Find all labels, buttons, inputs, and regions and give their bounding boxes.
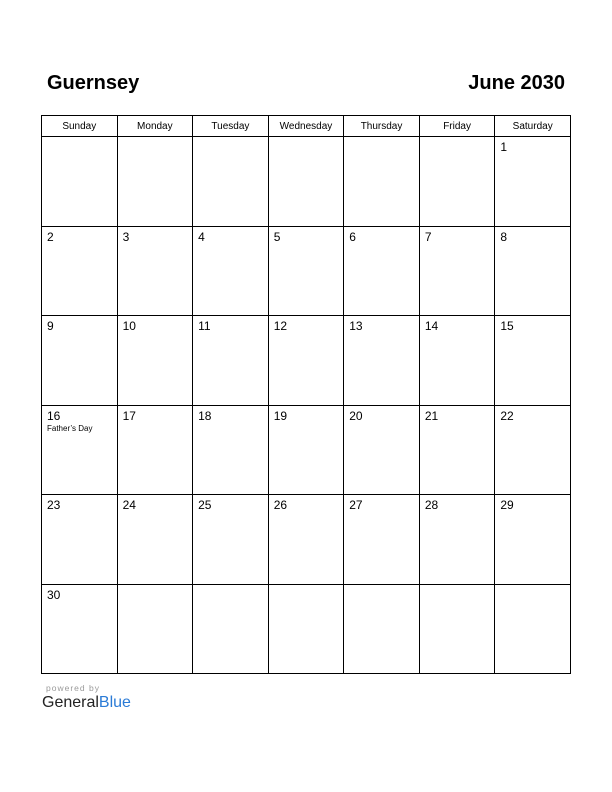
day-cell: [419, 226, 495, 316]
region-title: Guernsey: [47, 72, 140, 94]
week-row: [42, 316, 571, 406]
week-row: [42, 405, 571, 495]
day-cell: [268, 316, 344, 406]
day-cell: [42, 137, 118, 227]
day-number: 29: [500, 498, 514, 512]
week-row: [42, 137, 571, 227]
day-number: 23: [47, 498, 61, 512]
day-cell: [419, 316, 495, 406]
day-number: 6: [349, 229, 356, 244]
day-number: 15: [500, 319, 514, 333]
weekday-sunday: Sunday: [42, 116, 118, 137]
day-cell: [495, 495, 571, 585]
day-cell: [268, 584, 344, 674]
day-number: 11: [198, 319, 211, 333]
day-cell: [419, 137, 495, 227]
day-number: 13: [349, 319, 363, 333]
day-number: 19: [273, 408, 288, 423]
calendar-body: [42, 137, 571, 674]
day-cell: [42, 316, 118, 406]
day-number: 5: [273, 229, 281, 244]
day-cell: [268, 405, 344, 495]
day-number: 3: [122, 229, 130, 244]
day-cell: [495, 405, 571, 495]
day-number: 21: [424, 408, 439, 423]
weekday-wednesday: Wednesday: [268, 116, 344, 137]
day-cell: [193, 584, 269, 674]
day-number: 20: [349, 408, 363, 423]
day-number: 12: [273, 319, 288, 333]
day-cell: [117, 226, 193, 316]
day-number: 10: [122, 319, 136, 333]
weekday-saturday: Saturday: [495, 116, 571, 137]
day-cell: [193, 405, 269, 495]
day-cell: [42, 495, 118, 585]
day-number: 2: [47, 229, 54, 244]
day-cell: [344, 137, 420, 227]
day-cell: [193, 316, 269, 406]
day-cell: [42, 226, 118, 316]
day-cell: [344, 495, 420, 585]
day-cell: [117, 137, 193, 227]
day-cell: [344, 584, 420, 674]
day-number: 26: [273, 498, 288, 512]
day-cell: [268, 137, 344, 227]
day-number: 4: [198, 229, 205, 244]
day-cell: [42, 405, 118, 495]
day-cell: [117, 405, 193, 495]
day-cell: [268, 495, 344, 585]
day-cell: [193, 137, 269, 227]
day-cell: [193, 226, 269, 316]
day-cell: [419, 405, 495, 495]
day-number: 9: [47, 319, 54, 333]
day-number: 18: [198, 408, 212, 423]
weekday-monday: Monday: [117, 116, 193, 137]
day-number: 25: [198, 498, 212, 512]
holiday-label: Father’s Day: [47, 423, 93, 433]
day-cell: [344, 405, 420, 495]
day-cell: [495, 226, 571, 316]
day-cell: [268, 226, 344, 316]
day-cell: [419, 495, 495, 585]
day-number: 1: [500, 140, 508, 154]
month-year-title: June 2030: [468, 72, 565, 94]
day-number: 7: [424, 229, 432, 244]
day-cell: [42, 584, 118, 674]
weekday-header-row: [42, 116, 571, 137]
day-number: 28: [424, 498, 439, 512]
day-number: 27: [349, 498, 363, 512]
day-number: 17: [122, 408, 136, 423]
day-cell: [344, 316, 420, 406]
week-row: [42, 495, 571, 585]
day-number: 8: [500, 229, 508, 244]
brand-logo: [42, 694, 131, 712]
day-cell: [495, 137, 571, 227]
day-cell: [117, 316, 193, 406]
day-cell: [419, 584, 495, 674]
day-number: 30: [47, 587, 61, 602]
week-row: [42, 226, 571, 316]
day-number: 22: [500, 408, 514, 423]
weekday-thursday: Thursday: [344, 116, 420, 137]
day-cell: [495, 584, 571, 674]
day-number: 14: [424, 319, 439, 333]
weekday-friday: Friday: [419, 116, 495, 137]
day-number: 24: [122, 498, 136, 512]
day-cell: [193, 495, 269, 585]
day-cell: [344, 226, 420, 316]
week-row: [42, 584, 571, 674]
day-number: 16: [47, 408, 61, 423]
brand-logo-blue: Blue: [98, 694, 131, 711]
brand-logo-general: General: [42, 694, 99, 711]
weekday-tuesday: Tuesday: [193, 116, 269, 137]
day-cell: [117, 495, 193, 585]
powered-by-text: powered by: [46, 683, 100, 693]
day-cell: [117, 584, 193, 674]
day-cell: [495, 316, 571, 406]
calendar-grid: [41, 115, 571, 674]
